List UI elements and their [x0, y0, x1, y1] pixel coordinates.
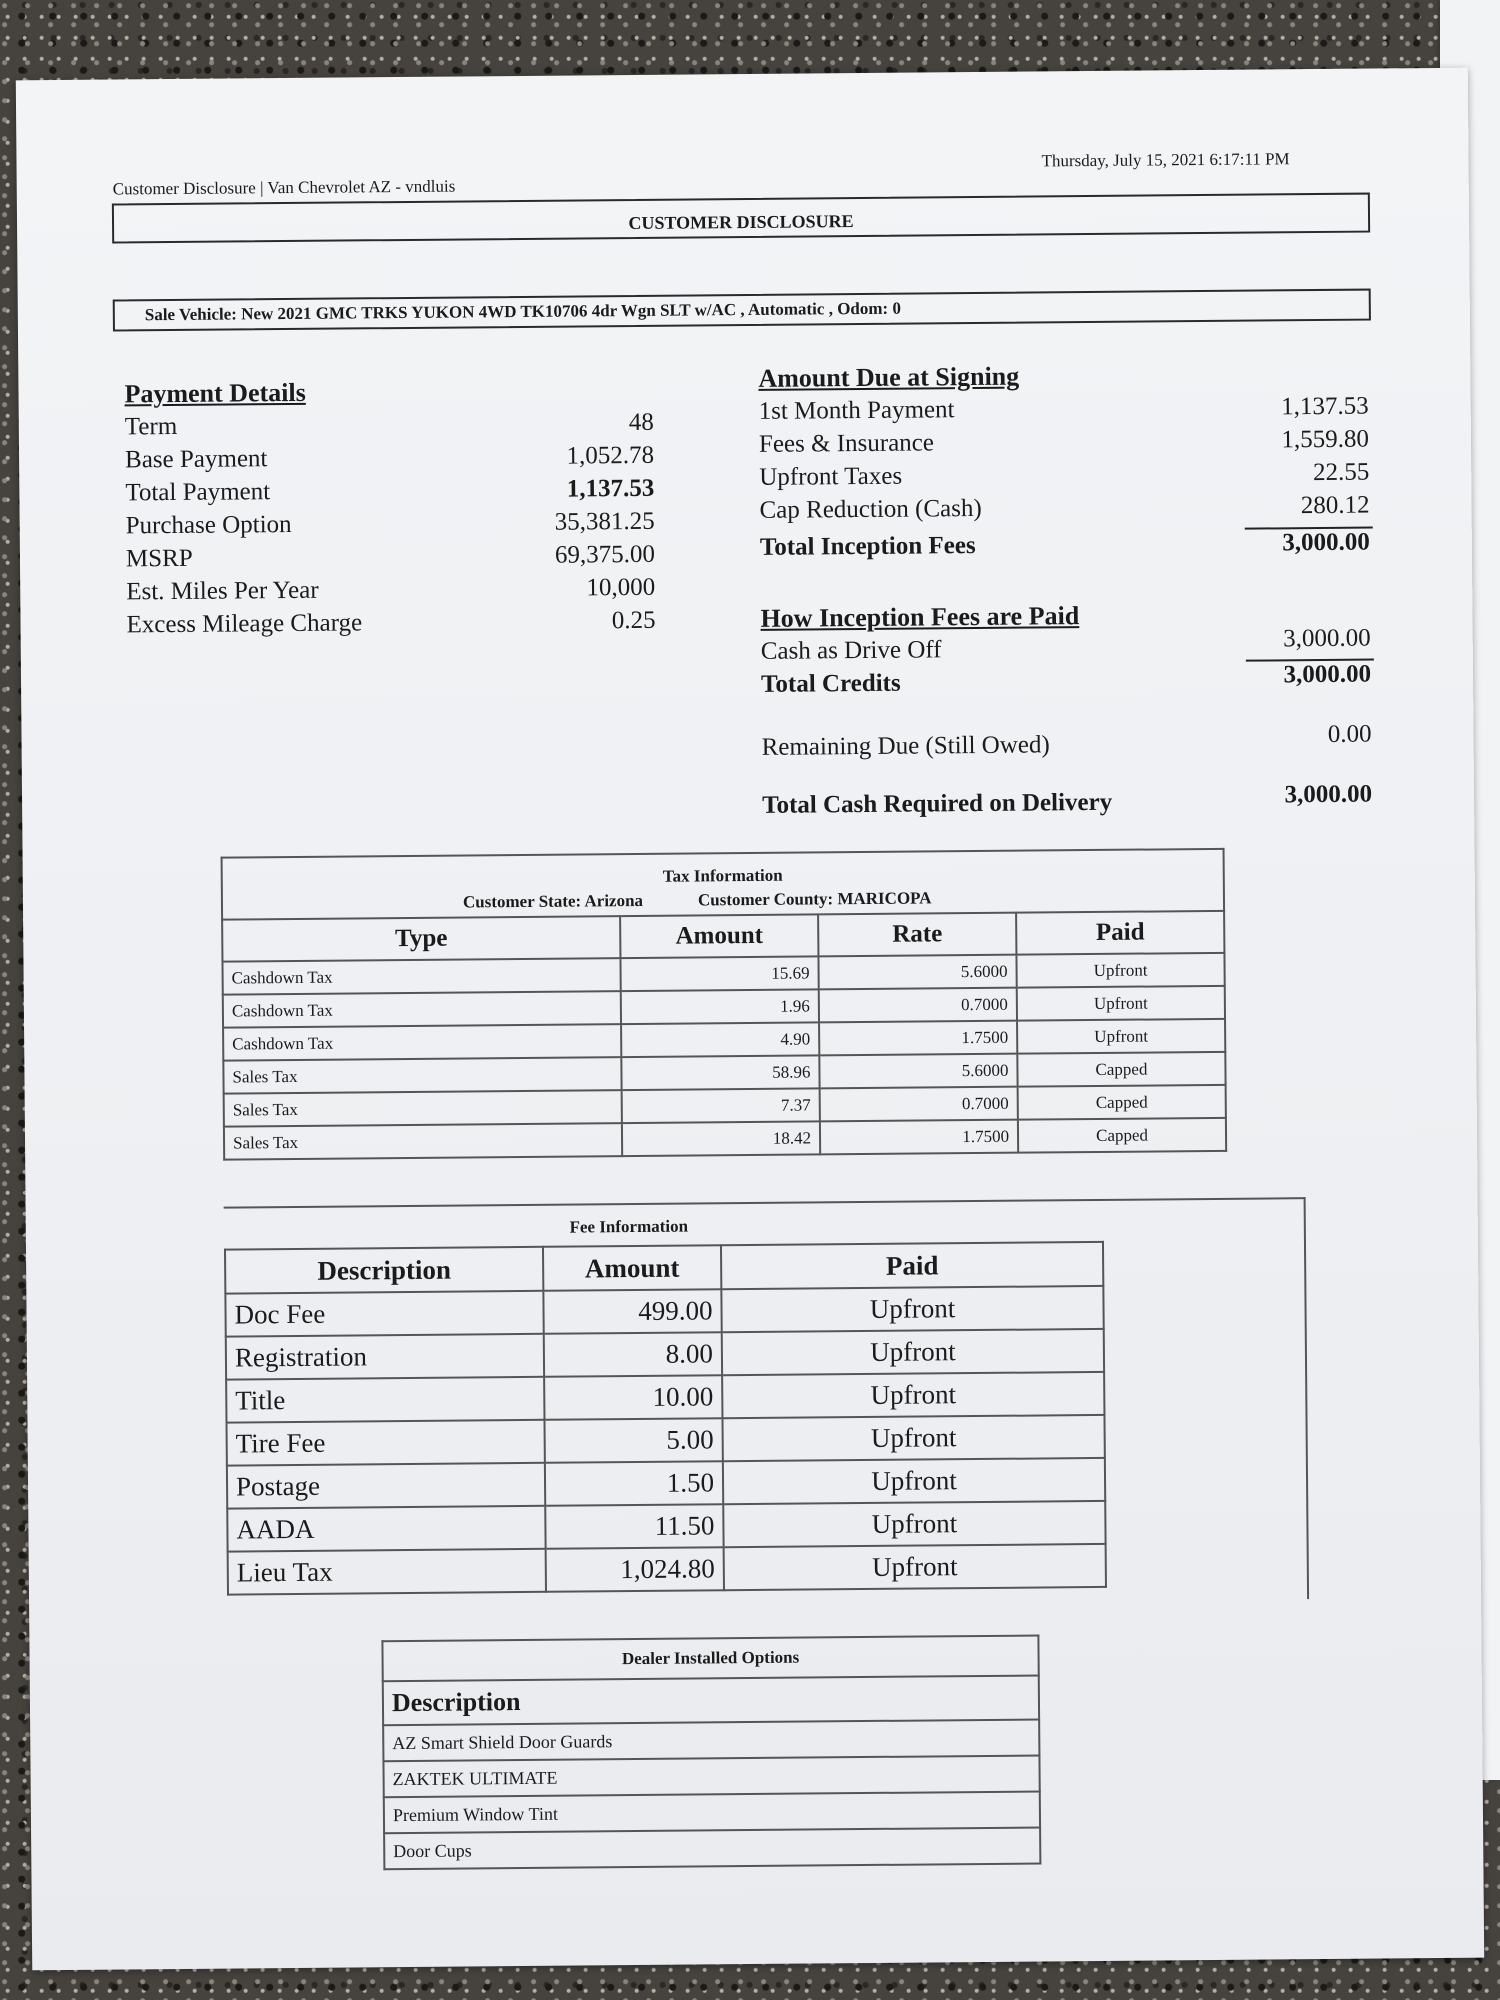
fee-paid: Upfront	[722, 1372, 1104, 1418]
tax-rate: 0.7000	[820, 1087, 1018, 1122]
list-item	[384, 1827, 1040, 1869]
option-item: Door Cups	[384, 1827, 1040, 1869]
tax-paid-header: Paid	[1016, 911, 1224, 955]
list-item	[384, 1792, 1040, 1834]
fee-paid: Upfront	[722, 1329, 1104, 1375]
table-row	[225, 1286, 1103, 1337]
customer-state: Customer State: Arizona	[462, 890, 644, 912]
fee-description: Tire Fee	[227, 1420, 545, 1466]
customer-county: Customer County: MARICOPA	[697, 888, 932, 910]
total-credits-label: Total Credits	[760, 669, 901, 698]
inception-paid-heading: How Inception Fees are Paid	[760, 601, 1080, 633]
tax-paid: Capped	[1018, 1085, 1226, 1120]
tax-type-header: Type	[222, 916, 620, 961]
total-payment-label: Total Payment	[125, 478, 271, 507]
table-row	[226, 1372, 1104, 1423]
first-month-value: 1,137.53	[1281, 392, 1369, 421]
remaining-due-label: Remaining Due (Still Owed)	[761, 731, 1050, 761]
fee-description: Postage	[227, 1463, 545, 1509]
fee-info-title: Fee Information	[569, 1216, 689, 1237]
cash-drive-off-label: Cash as Drive Off	[760, 636, 942, 665]
tax-rate: 0.7000	[819, 988, 1017, 1023]
tax-paid: Capped	[1018, 1118, 1226, 1153]
fee-amount: 499.00	[543, 1289, 721, 1334]
option-item: AZ Smart Shield Door Guards	[383, 1720, 1039, 1762]
purchase-option-label: Purchase Option	[125, 510, 292, 540]
options-description-header: Description	[383, 1676, 1039, 1726]
fee-header-row	[225, 1242, 1103, 1294]
fees-insurance-value: 1,559.80	[1281, 425, 1370, 454]
tax-rate-header: Rate	[818, 913, 1016, 957]
fee-amount: 1,024.80	[546, 1547, 724, 1592]
est-miles-value: 10,000	[586, 573, 656, 602]
tax-type: Cashdown Tax	[222, 958, 620, 994]
fee-amount: 11.50	[545, 1504, 723, 1549]
tax-paid: Upfront	[1017, 1019, 1225, 1054]
tax-amount: 1.96	[621, 989, 819, 1024]
cap-reduction-value: 280.12	[1300, 491, 1370, 520]
fee-paid-header: Paid	[721, 1242, 1103, 1289]
tax-paid: Capped	[1017, 1052, 1225, 1087]
fees-insurance-label: Fees & Insurance	[758, 429, 935, 458]
page-title: CUSTOMER DISCLOSURE	[628, 211, 854, 234]
table-row	[228, 1544, 1106, 1595]
total-cash-value: 3,000.00	[1284, 780, 1373, 809]
table-row	[227, 1458, 1105, 1509]
option-item: Premium Window Tint	[384, 1792, 1040, 1834]
table-row	[226, 1329, 1104, 1380]
fee-description-header: Description	[225, 1247, 543, 1294]
remaining-due-value: 0.00	[1327, 720, 1372, 748]
fee-paid: Upfront	[722, 1415, 1104, 1461]
fee-amount: 8.00	[544, 1332, 722, 1377]
excess-mileage-label: Excess Mileage Charge	[126, 609, 363, 639]
fee-description: Doc Fee	[225, 1291, 543, 1337]
total-credits-value: 3,000.00	[1283, 660, 1372, 689]
tax-amount: 15.69	[620, 956, 818, 991]
est-miles-label: Est. Miles Per Year	[126, 576, 319, 606]
tax-table	[221, 910, 1227, 1161]
tax-rate: 5.6000	[819, 1054, 1017, 1089]
tax-amount: 18.42	[622, 1121, 820, 1156]
tax-rate: 5.6000	[818, 955, 1016, 990]
fee-table	[224, 1241, 1107, 1596]
title-bar	[112, 193, 1370, 244]
dealer-options-table	[381, 1634, 1041, 1870]
header-dealer-line: Customer Disclosure | Van Chevrolet AZ - vndluis	[112, 176, 456, 199]
list-item	[383, 1756, 1039, 1798]
tax-amount: 4.90	[621, 1022, 819, 1057]
cap-reduction-label: Cap Reduction (Cash)	[759, 494, 982, 524]
tax-amount: 58.96	[621, 1055, 819, 1090]
total-inception-label: Total Inception Fees	[759, 532, 976, 561]
fee-amount: 1.50	[545, 1461, 723, 1506]
excess-mileage-value: 0.25	[611, 606, 656, 635]
msrp-label: MSRP	[125, 544, 193, 573]
dealer-options-title: Dealer Installed Options	[382, 1636, 1038, 1682]
fee-paid: Upfront	[723, 1501, 1105, 1547]
base-payment-label: Base Payment	[124, 445, 268, 474]
fee-description: Registration	[226, 1334, 544, 1380]
table-row	[227, 1415, 1105, 1466]
cash-drive-off-value: 3,000.00	[1283, 624, 1371, 653]
tax-info-header-box	[221, 848, 1226, 921]
tax-type: Cashdown Tax	[223, 1024, 621, 1060]
total-cash-label: Total Cash Required on Delivery	[762, 788, 1113, 819]
fee-description: Lieu Tax	[228, 1549, 546, 1595]
total-inception-value: 3,000.00	[1282, 528, 1370, 557]
list-item	[383, 1720, 1039, 1762]
msrp-value: 69,375.00	[554, 540, 656, 569]
option-item: ZAKTEK ULTIMATE	[383, 1756, 1039, 1798]
fee-paid: Upfront	[723, 1458, 1105, 1504]
tax-type: Sales Tax	[223, 1057, 621, 1093]
upfront-taxes-value: 22.55	[1312, 458, 1370, 487]
disclosure-page	[16, 68, 1484, 1971]
fee-amount: 5.00	[544, 1418, 722, 1463]
tax-type: Sales Tax	[224, 1090, 622, 1126]
options-header-row	[383, 1676, 1039, 1726]
tax-amount: 7.37	[622, 1088, 820, 1123]
term-value: 48	[628, 408, 654, 437]
fee-amount-header: Amount	[543, 1245, 721, 1291]
fee-amount: 10.00	[544, 1375, 722, 1420]
tax-paid: Upfront	[1016, 953, 1224, 988]
tax-info-title: Tax Information	[662, 865, 783, 886]
vehicle-bar	[113, 289, 1371, 332]
tax-rate: 1.7500	[820, 1120, 1018, 1155]
vehicle-description: Sale Vehicle: New 2021 GMC TRKS YUKON 4WD TK10706 4dr Wgn SLT w/AC , Automatic , Odom: 0	[144, 298, 901, 325]
term-label: Term	[124, 412, 178, 441]
options-title-row	[382, 1636, 1038, 1682]
first-month-label: 1st Month Payment	[758, 396, 955, 425]
table-row	[227, 1501, 1105, 1552]
fee-paid: Upfront	[721, 1286, 1103, 1332]
tax-type: Sales Tax	[224, 1123, 622, 1159]
header-datetime: Thursday, July 15, 2021 6:17:11 PM	[1041, 149, 1290, 171]
amount-due-heading: Amount Due at Signing	[758, 361, 1020, 393]
purchase-option-value: 35,381.25	[554, 507, 655, 536]
tax-paid: Upfront	[1017, 986, 1225, 1021]
tax-type: Cashdown Tax	[223, 991, 621, 1027]
payment-details-heading: Payment Details	[124, 377, 306, 409]
base-payment-value: 1,052.78	[566, 441, 655, 470]
total-payment-value: 1,137.53	[566, 474, 655, 503]
fee-description: AADA	[227, 1506, 545, 1552]
fee-description: Title	[226, 1377, 544, 1423]
tax-rate: 1.7500	[819, 1021, 1017, 1056]
tax-amount-header: Amount	[620, 914, 818, 958]
upfront-taxes-label: Upfront Taxes	[759, 462, 903, 491]
fee-paid: Upfront	[724, 1544, 1106, 1590]
